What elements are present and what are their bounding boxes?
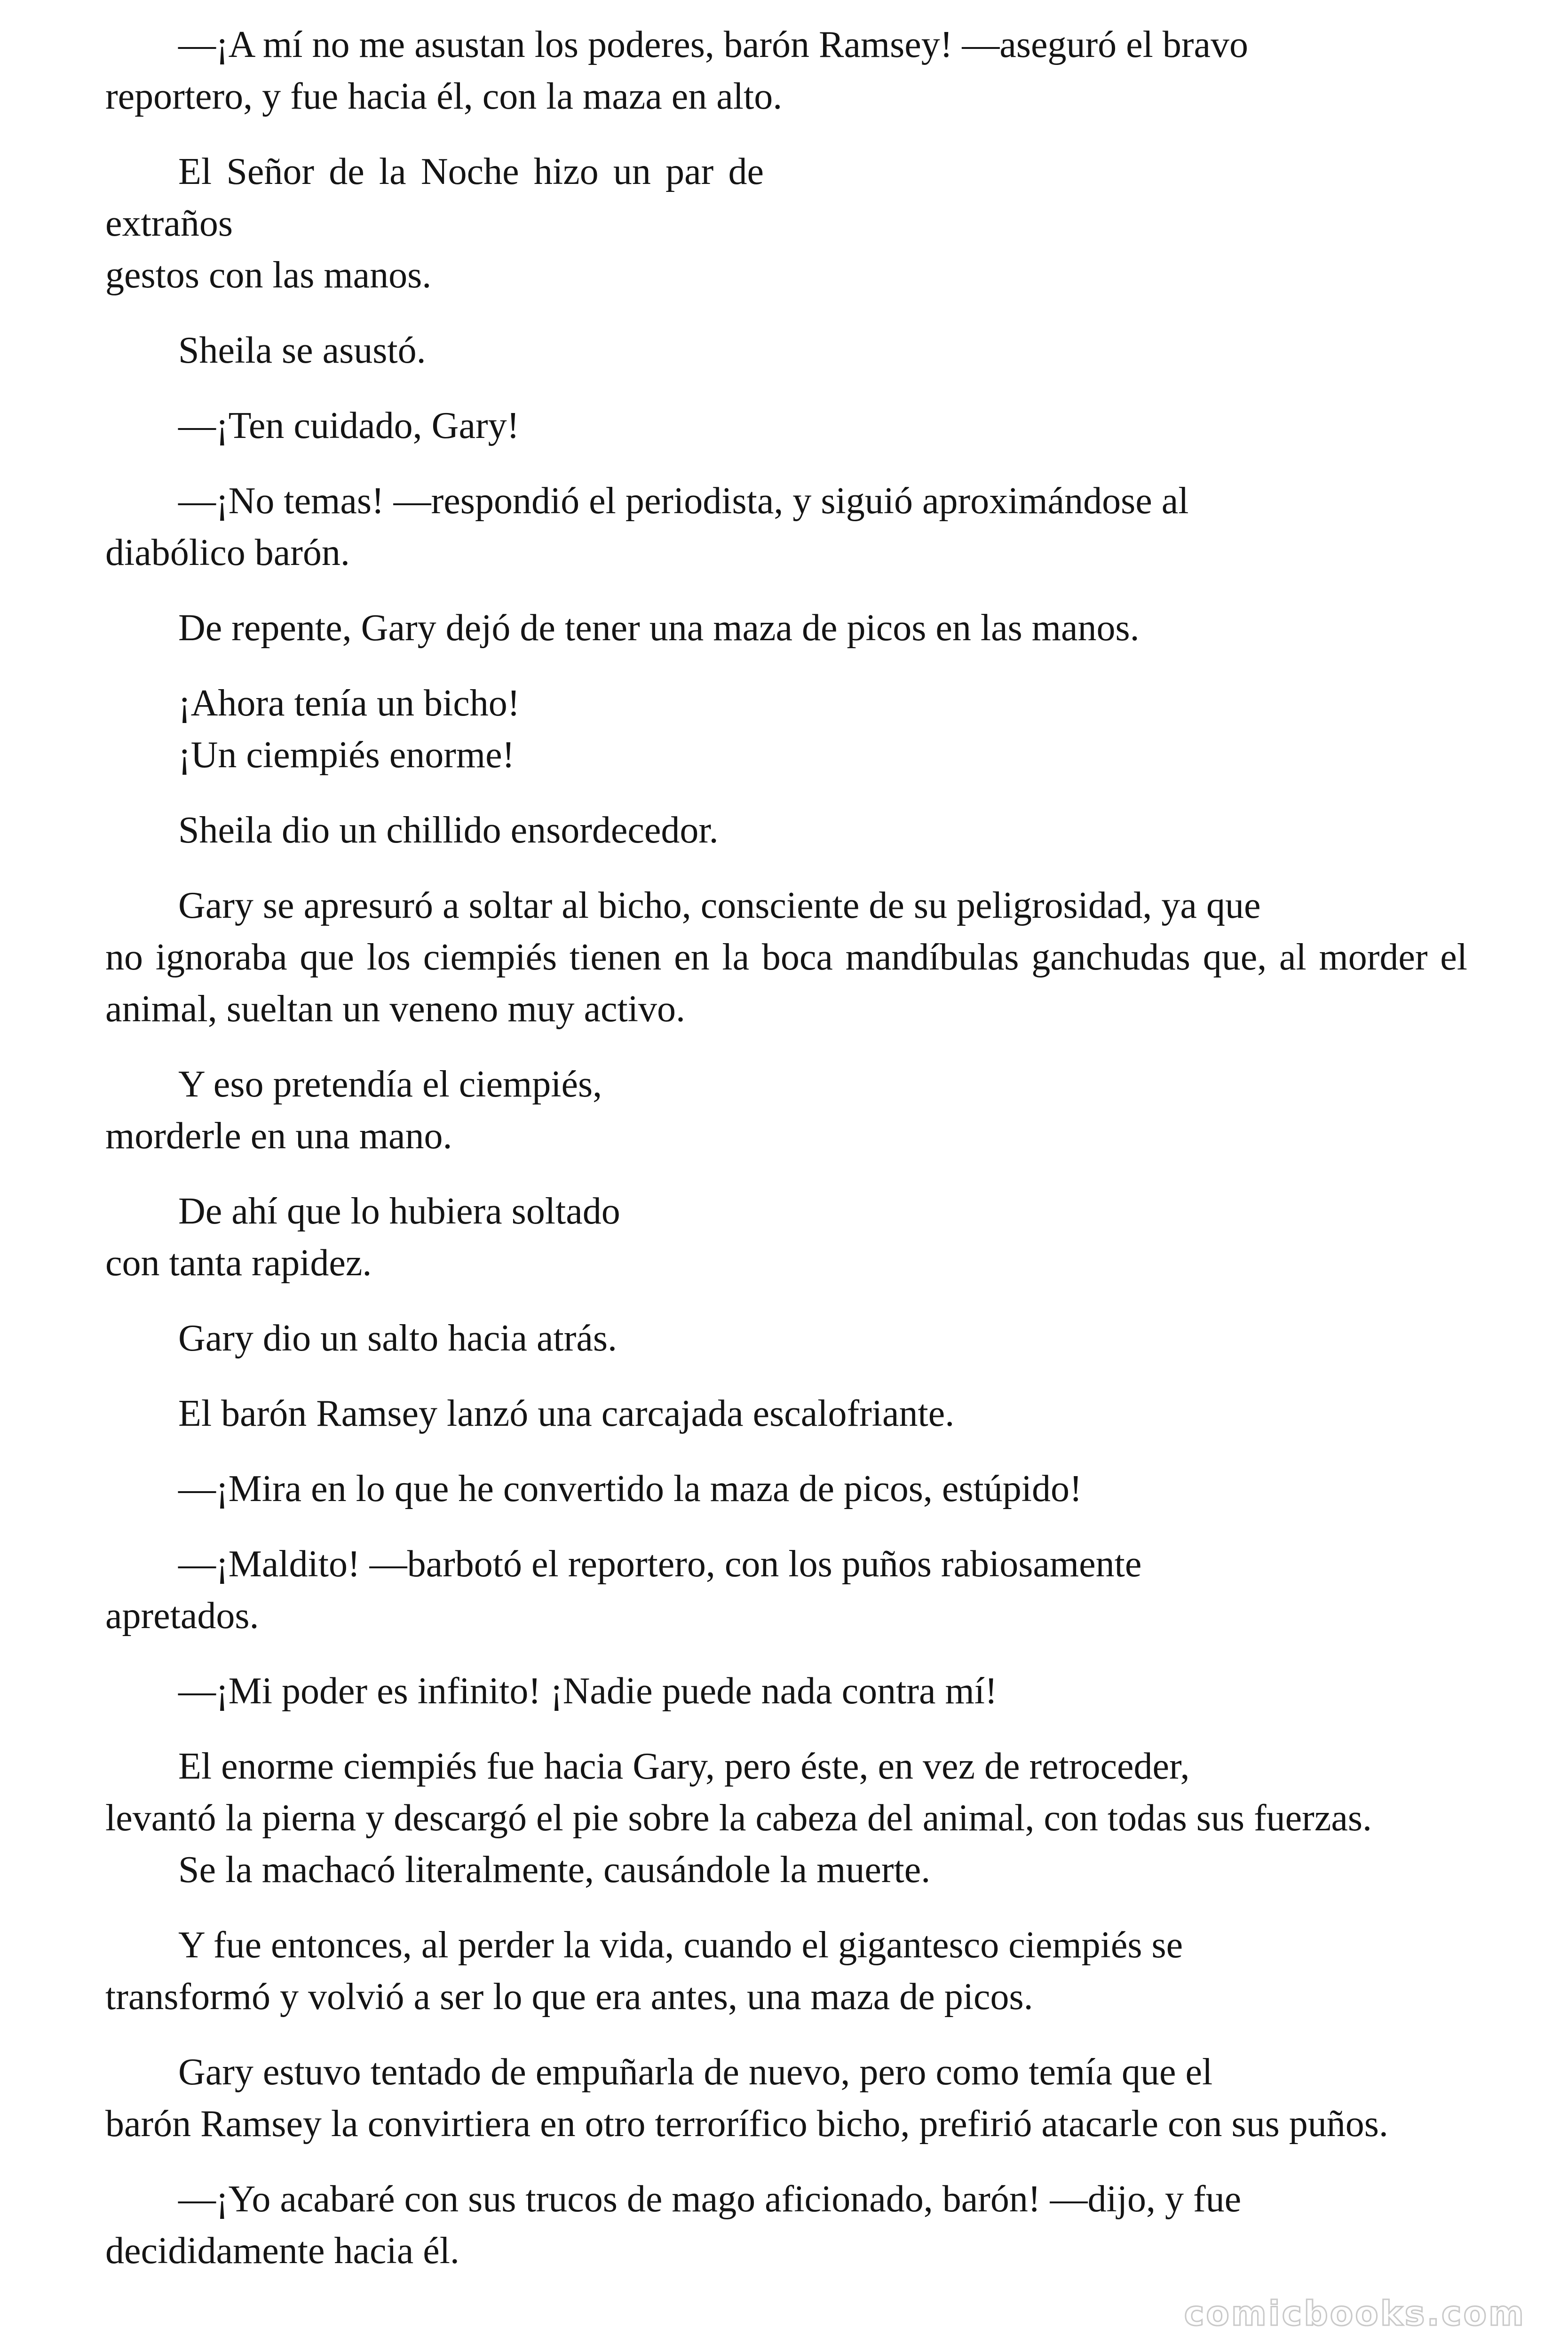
- paragraph-first-line: El barón Ramsey lanzó una carcajada escalofriante.: [178, 1393, 955, 1434]
- paragraph-first-line: —¡Maldito! —barbotó el reportero, con los puños rabiosamente: [178, 1543, 1142, 1585]
- paragraph-first-line: Sheila se asustó.: [178, 330, 426, 371]
- paragraph-rest: apretados.: [105, 1595, 259, 1637]
- paragraph: [105, 1740, 1467, 1844]
- paragraph-rest: no ignoraba que los ciempiés tienen en la boca mandíbulas ganchudas que, al morder el animal, sueltan un veneno muy activo.: [105, 937, 1467, 1030]
- paragraph-rest: morderle en una mano.: [105, 1115, 452, 1157]
- paragraph-first-line: De ahí que lo hubiera soltado: [178, 1191, 620, 1232]
- paragraph-rest: levantó la pierna y descargó el pie sobre la cabeza del animal, con todas sus fuerzas.: [105, 1797, 1372, 1839]
- paragraph: [105, 804, 1467, 856]
- paragraph: [105, 1919, 1467, 2023]
- paragraph-rest: reportero, y fue hacia él, con la maza en alto.: [105, 76, 783, 117]
- paragraph-first-line: Gary se apresuró a soltar al bicho, consciente de su peligrosidad, ya que: [178, 885, 1261, 926]
- paragraph-first-line: De repente, Gary dejó de tener una maza de picos en las manos.: [178, 607, 1140, 649]
- paragraph-rest: diabólico barón.: [105, 532, 350, 573]
- paragraph-first-line: —¡Mira en lo que he convertido la maza de picos, estúpido!: [178, 1468, 1082, 1510]
- paragraph-second-line: ¡Un ciempiés enorme!: [178, 734, 515, 776]
- paragraph: [105, 19, 1467, 122]
- paragraph-rest: gestos con las manos.: [105, 254, 432, 296]
- paragraph: [105, 1665, 1467, 1717]
- paragraph-first-line: —¡A mí no me asustan los poderes, barón Ramsey! —aseguró el bravo: [178, 24, 1249, 65]
- paragraph: [105, 146, 764, 301]
- paragraph: [105, 1538, 1467, 1642]
- paragraph: [105, 1844, 1467, 1896]
- paragraph: [105, 880, 1467, 1035]
- paragraph: [105, 1058, 754, 1162]
- paragraph-first-line: Se la machacó literalmente, causándole la muerte.: [178, 1849, 931, 1891]
- document-page: [105, 19, 1467, 2300]
- paragraph: [105, 400, 1467, 452]
- paragraph: [105, 1463, 1467, 1515]
- paragraph: [105, 602, 1467, 654]
- paragraph-rest: barón Ramsey la convirtiera en otro terrorífico bicho, prefirió atacarle con sus puños.: [105, 2103, 1388, 2145]
- paragraph: [105, 1388, 1467, 1439]
- paragraph-rest: con tanta rapidez.: [105, 1242, 372, 1284]
- paragraph-first-line: —¡No temas! —respondió el periodista, y siguió aproximándose al: [178, 480, 1189, 522]
- paragraph: [105, 325, 1467, 376]
- paragraph-first-line: Gary estuvo tentado de empuñarla de nuevo, pero como temía que el: [178, 2051, 1213, 2093]
- paragraph: [105, 677, 1467, 781]
- paragraph: [105, 1185, 754, 1289]
- paragraph-first-line: Gary dio un salto hacia atrás.: [178, 1318, 618, 1359]
- paragraph: [105, 1312, 1467, 1364]
- paragraph-first-line: Y fue entonces, al perder la vida, cuando el gigantesco ciempiés se: [178, 1924, 1183, 1966]
- paragraph-first-line: —¡Mi poder es infinito! ¡Nadie puede nada contra mí!: [178, 1670, 998, 1712]
- paragraph-rest: decididamente hacia él.: [105, 2230, 459, 2272]
- paragraph-rest: transformó y volvió a ser lo que era antes, una maza de picos.: [105, 1976, 1033, 2018]
- paragraph-first-line: ¡Ahora tenía un bicho!: [178, 683, 520, 724]
- paragraph: [105, 2046, 1467, 2150]
- paragraph: [105, 475, 1467, 579]
- paragraph: [105, 2173, 1467, 2277]
- paragraph-first-line: El enorme ciempiés fue hacia Gary, pero éste, en vez de retroceder,: [178, 1746, 1190, 1787]
- paragraph-first-line: El Señor de la Noche hizo un par de extraños: [105, 151, 764, 244]
- paragraph-first-line: —¡Yo acabaré con sus trucos de mago aficionado, barón! —dijo, y fue: [178, 2178, 1242, 2220]
- paragraph-first-line: —¡Ten cuidado, Gary!: [178, 405, 520, 446]
- watermark-logo: comicbooks.com: [1184, 2294, 1526, 2333]
- paragraph-first-line: Y eso pretendía el ciempiés,: [178, 1064, 602, 1105]
- paragraph-first-line: Sheila dio un chillido ensordecedor.: [178, 810, 719, 851]
